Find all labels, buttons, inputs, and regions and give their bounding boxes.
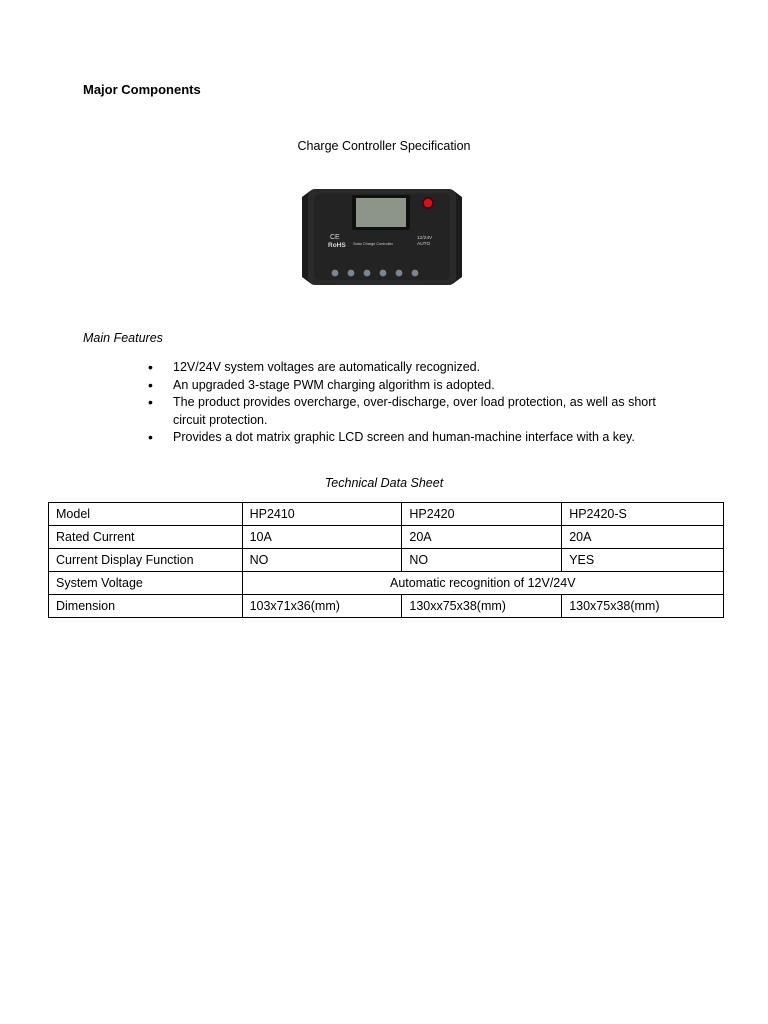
table-cell: YES <box>562 549 724 572</box>
terminal-screw <box>380 270 387 277</box>
table-cell: NO <box>402 549 562 572</box>
row-label-model: Model <box>49 503 243 526</box>
table-row <box>49 526 724 549</box>
ce-mark: CE <box>330 234 340 241</box>
feature-item: • 12V/24V system voltages are automatically recognized. <box>148 359 688 377</box>
table-cell: HP2410 <box>242 503 402 526</box>
row-label-rated-current: Rated Current <box>49 526 243 549</box>
table-row <box>49 572 724 595</box>
terminal-screw <box>412 270 419 277</box>
terminal-screw <box>396 270 403 277</box>
technical-data-table <box>48 502 724 618</box>
table-cell: HP2420-S <box>562 503 724 526</box>
device-name-label: Solar Charge Controller <box>353 242 393 246</box>
row-label-dimension: Dimension <box>49 595 243 618</box>
table-cell: 130xx75x38(mm) <box>402 595 562 618</box>
table-row <box>49 549 724 572</box>
section-heading: Major Components <box>83 82 201 97</box>
table-cell: 20A <box>402 526 562 549</box>
table-cell: 130x75x38(mm) <box>562 595 724 618</box>
table-cell: 10A <box>242 526 402 549</box>
row-label-system-voltage: System Voltage <box>49 572 243 595</box>
terminal-screw <box>364 270 371 277</box>
table-row <box>49 503 724 526</box>
auto-label: AUTO <box>417 242 431 247</box>
table-row <box>49 595 724 618</box>
lcd-screen <box>356 198 406 227</box>
features-title: Main Features <box>83 331 163 345</box>
table-caption: Technical Data Sheet <box>324 476 444 490</box>
table-cell: HP2420 <box>402 503 562 526</box>
terminal-screw <box>332 270 339 277</box>
features-list <box>148 359 688 447</box>
feature-item: • An upgraded 3-stage PWM charging algorithm is adopted. <box>148 377 688 395</box>
voltage-label: 12/24V <box>417 236 433 241</box>
charge-controller-image <box>296 183 468 291</box>
spec-caption: Charge Controller Specification <box>297 139 471 153</box>
feature-item: • The product provides overcharge, over-discharge, over load protection, as well as short circuit protection. <box>148 394 688 429</box>
table-cell-merged: Automatic recognition of 12V/24V <box>242 572 723 595</box>
terminal-screw <box>348 270 355 277</box>
row-label-current-display: Current Display Function <box>49 549 243 572</box>
table-cell: 20A <box>562 526 724 549</box>
feature-item: • Provides a dot matrix graphic LCD screen and human-machine interface with a key. <box>148 429 688 447</box>
rohs-mark: RoHS <box>328 242 346 249</box>
table-cell: NO <box>242 549 402 572</box>
table-cell: 103x71x36(mm) <box>242 595 402 618</box>
